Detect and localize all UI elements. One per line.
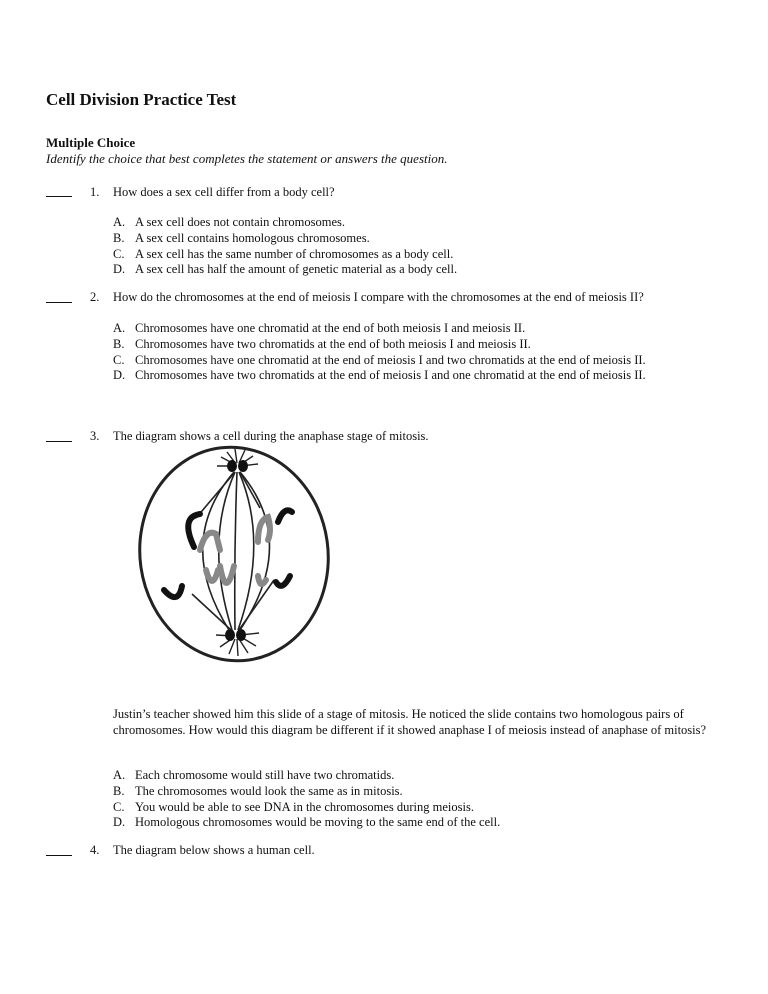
choice-2d: D. Chromosomes have two chromatids at the end of meiosis I and one chromatid at the end of meiosis II. [113,368,646,383]
choice-2c: C. Chromosomes have one chromatid at the end of meiosis I and two chromatids at the end of meiosis II. [113,352,646,367]
question-text-2: How do the chromosomes at the end of meiosis I compare with the chromosomes at the end of meiosis II? [113,290,644,304]
chromosome-top-left-dark [188,514,200,547]
question-text-1: How does a sex cell differ from a body cell? [113,185,335,199]
choice-3a: A. Each chromosome would still have two chromatids. [113,768,395,782]
bottom-centriole-right [236,629,246,641]
question-text-4: The diagram below shows a human cell. [113,843,315,857]
choice-3d: D. Homologous chromosomes would be moving to the same end of the cell. [113,815,501,830]
choice-1c: C. A sex cell has the same number of chromosomes as a body cell. [113,246,454,261]
top-aster [217,449,258,466]
choice-1a: A. A sex cell does not contain chromosomes. [113,215,346,229]
question-number-4: 4. [90,843,100,857]
chromosomes [164,510,292,597]
answer-blank-3[interactable] [46,429,72,442]
top-centriole-right [238,460,248,472]
choice-1d: D. A sex cell has half the amount of genetic material as a body cell. [113,262,458,277]
instructions-text: Identify the choice that best completes the statement or answers the question. [46,151,448,166]
chromosome-bottom-left-gray [206,570,218,581]
top-centriole-left [227,460,237,472]
choice-2a: A. Chromosomes have one chromatid at the end of both meiosis I and meiosis II. [113,321,526,335]
chromosome-top-right-dark [278,510,292,522]
choices-list-3 [113,768,653,831]
question-number-2: 2. [90,290,100,304]
choice-3c: C. You would be able to see DNA in the chromosomes during meiosis. [113,799,474,814]
choice-3b: B. The chromosomes would look the same as in mitosis. [113,783,403,798]
choice-2b: B. Chromosomes have two chromatids at the end of both meiosis I and meiosis II. [113,336,531,351]
chromosome-bottom-right-dark [276,576,290,586]
section-heading: Multiple Choice [46,135,136,150]
answer-blank-1[interactable] [46,184,72,197]
chromosome-top-left-gray [200,533,220,550]
question-number-1: 1. [90,185,100,199]
question-number-3: 3. [90,429,100,443]
question-text-3: The diagram shows a cell during the anaphase stage of mitosis. [113,429,429,443]
chromosome-bottom-left-dark [164,586,182,597]
choices-list-1 [113,215,653,278]
answer-blank-2[interactable] [46,290,72,303]
question-followup-3: Justin’s teacher showed him this slide of a stage of mitosis. He noticed the slide contains two homologous pairs of chromosomes. How would this diagram be different if it showed anaphase I of meiosis instead of anaphase of mitosis? [113,707,707,737]
chromosome-top-right-gray [258,517,270,542]
answer-blank-4[interactable] [46,843,72,856]
page-title: Cell Division Practice Test [46,90,237,109]
chromosome-bottom-center-gray [220,566,234,583]
choices-list-2 [113,321,653,384]
anaphase-cell-diagram [134,442,334,667]
spindle-fibers [192,472,274,630]
bottom-centriole-left [225,629,235,641]
choice-1b: B. A sex cell contains homologous chromosomes. [113,230,370,245]
